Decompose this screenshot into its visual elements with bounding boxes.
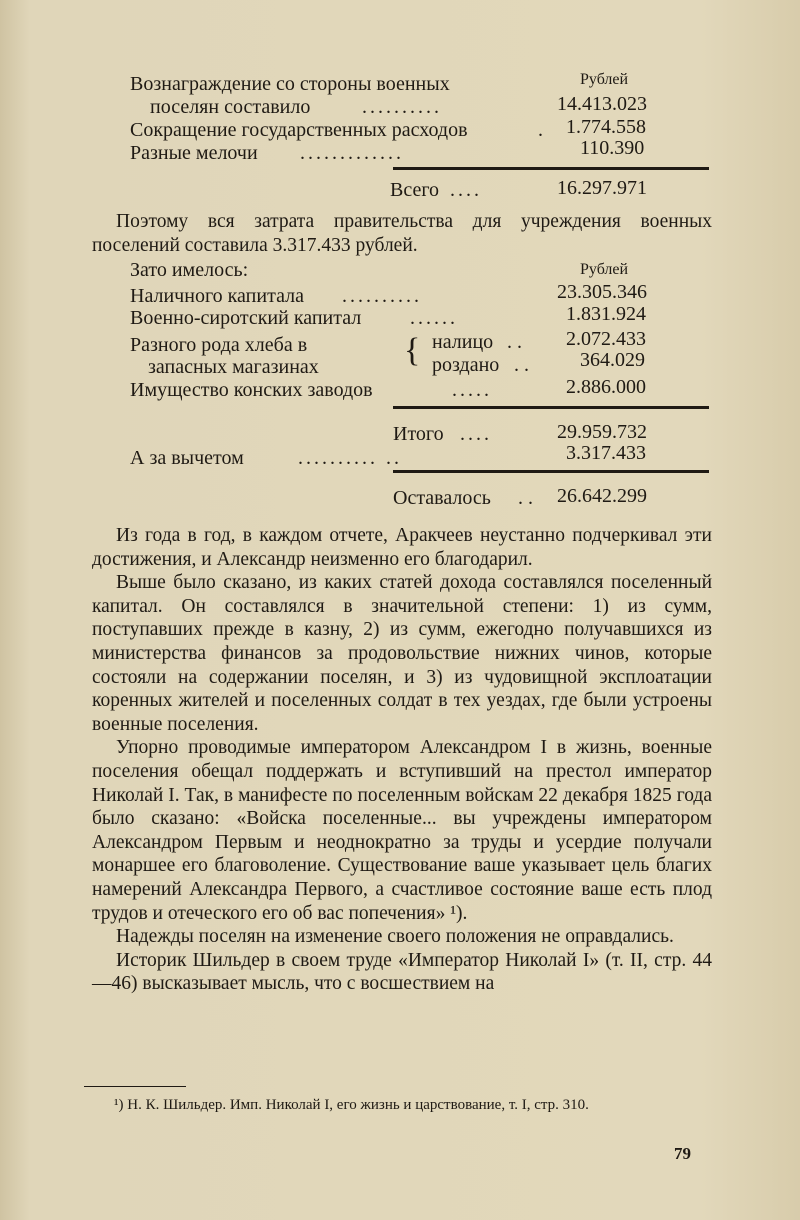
leader-dots: ............. <box>300 142 404 164</box>
leader-dots: . <box>538 119 543 141</box>
table2-row3-label-line1: Разного рода хлеба в <box>130 334 308 356</box>
table2-header: Рублей <box>580 261 629 278</box>
table2-row1-label: Наличного капитала <box>130 285 304 307</box>
footnote-rule <box>84 1086 186 1087</box>
paragraph: Упорно проводимые императором Александром I в жизнь, военные поселения обещал поддержать и вступивший на престол император Николай I. Так, в манифесте по поселенным войскам 22 декабря 1825 года было сказано: «Войска поселенные... вы учреждены императором Александром Первым и неоднократно за труды и усердие получали монаршее его благоволение. Существование ваше указывает цель благих намерений Александра Первого, а счастливое состояние ваше есть плод трудов и отеческого его об вас попечения» ¹). <box>92 737 712 924</box>
table1-row2-value: 1.774.558 <box>566 116 646 138</box>
page-number: 79 <box>674 1144 691 1163</box>
leader-dots: . . <box>507 331 522 353</box>
table2-minus-value: 3.317.433 <box>566 442 646 464</box>
paragraph: Историк Шильдер в своем труде «Император Николай I» (т. II, стр. 44—46) высказывает мысль, что с восшествием на <box>92 949 712 995</box>
brace: { <box>404 332 421 369</box>
table1-row1-value: 14.413.023 <box>557 93 647 115</box>
table2-minus-label: А за вычетом <box>130 447 244 469</box>
body-text <box>92 524 712 996</box>
table2-itogo-value: 29.959.732 <box>557 421 647 443</box>
table1-row3-value: 110.390 <box>580 137 645 159</box>
leader-dots: . . <box>518 487 533 509</box>
sum-rule <box>393 167 709 170</box>
table1-header: Рублей <box>580 71 629 88</box>
leader-dots: ..... <box>452 379 492 401</box>
footnote: ¹) Н. К. Шильдер. Имп. Николай I, его жизнь и царствование, т. I, стр. 310. <box>114 1097 589 1113</box>
table2-row2-label: Военно-сиротский капитал <box>130 307 362 329</box>
table2-row2-value: 1.831.924 <box>566 303 646 325</box>
paragraph: Выше было сказано, из каких статей дохода составлялся поселенный капитал. Он составлялся в значительной степени: 1) из сумм, поступавших прежде в казну, 2) из сумм, ежегодно получавшихся из министерства финансов за продовольствие нижних чинов, которые состояли на содержании поселян, и 3) из чудовищной эксплоатации коренных жителей и поселенных солдат в тех уездах, где были устроены военные поселения. <box>92 572 712 735</box>
leader-dots: .... <box>460 423 492 445</box>
leader-dots: .......... <box>362 96 442 118</box>
sum-rule <box>393 470 709 473</box>
leader-dots: . . <box>514 354 529 376</box>
table2-row3-sub1: налицо <box>432 331 494 353</box>
table1-row2-label: Сокращение государственных расходов <box>130 119 468 141</box>
table2-row3-sub2: роздано <box>432 354 500 376</box>
intro-paragraph: Поэтому вся затрата правительства для учреждения военных поселений составила 3.317.433 рублей. <box>92 211 712 256</box>
paragraph: Из года в год, в каждом отчете, Аракчеев неустанно подчеркивал эти достижения, и Александр неизменно его благодарил. <box>92 525 712 570</box>
table2-itogo-label: Итого <box>393 423 444 445</box>
table1-total-label: Всего <box>390 179 440 201</box>
sum-rule <box>393 406 709 409</box>
table1-row1-label-line1: Вознаграждение со стороны военных <box>130 73 450 95</box>
table1-row1-label-line2: поселян составило <box>150 96 311 118</box>
table2-row4-value: 2.886.000 <box>566 376 646 398</box>
table2-remain-label: Оставалось <box>393 487 491 509</box>
leader-dots: ...... <box>410 307 458 329</box>
leader-dots: .... <box>450 179 482 201</box>
paragraph: Надежды поселян на изменение своего положения не оправдались. <box>116 926 674 948</box>
table2-row3-value2: 364.029 <box>580 349 645 371</box>
table2-row3-label-line2: запасных магазинах <box>148 356 319 378</box>
table1-row3-label: Разные мелочи <box>130 142 258 164</box>
table2-row1-value: 23.305.346 <box>557 281 647 303</box>
table2-lead: Зато имелось: <box>130 259 249 281</box>
leader-dots: .......... <box>342 285 422 307</box>
table2-row4-label: Имущество конских заводов <box>130 379 373 401</box>
leader-dots: .......... .. <box>298 447 402 469</box>
table1-total-value: 16.297.971 <box>557 177 647 199</box>
table2-row3-value1: 2.072.433 <box>566 328 646 350</box>
table2-remain-value: 26.642.299 <box>557 485 647 507</box>
